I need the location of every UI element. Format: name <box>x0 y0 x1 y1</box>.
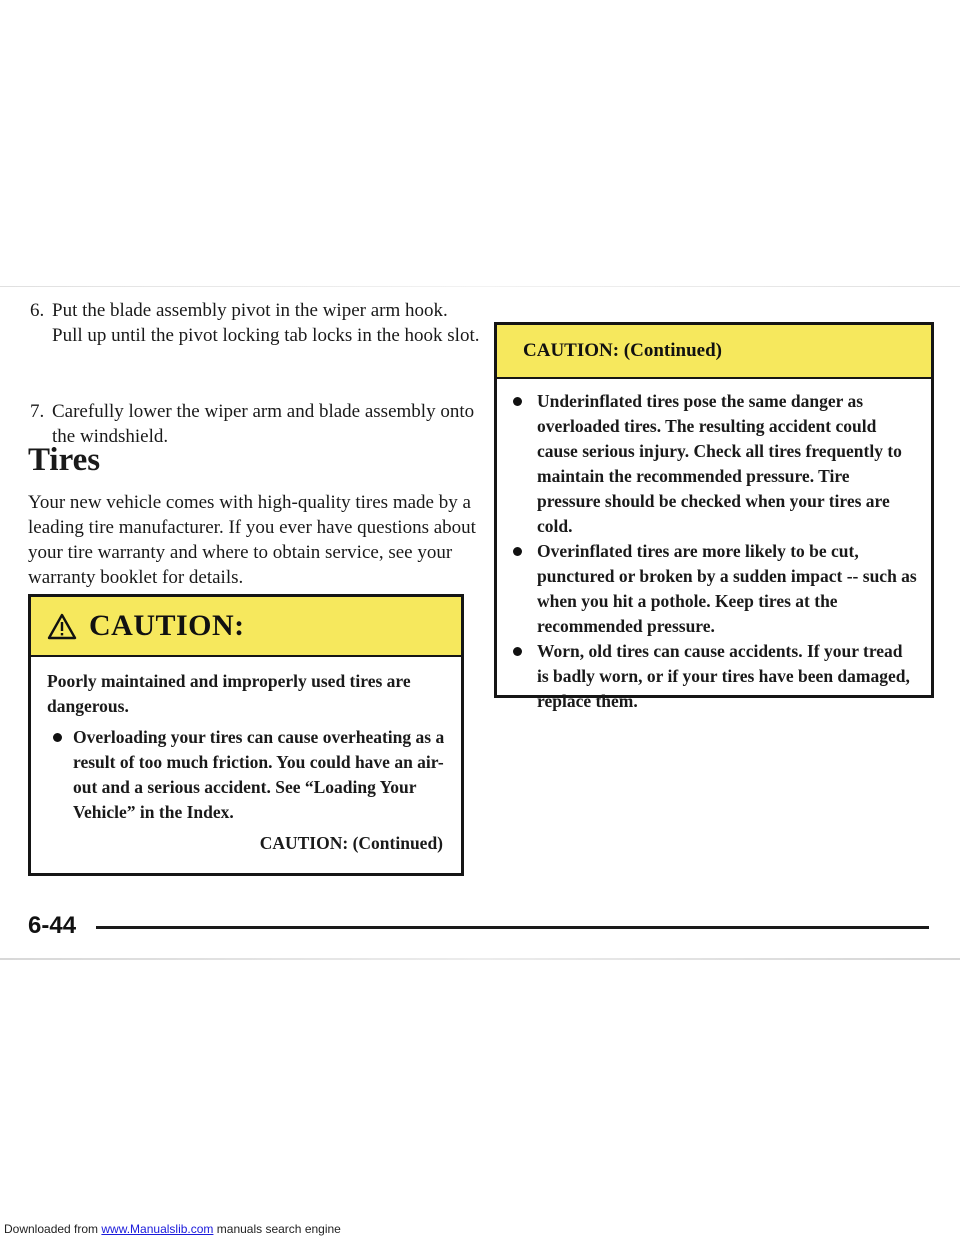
step-number: 7. <box>30 401 45 422</box>
watermark-suffix: manuals search engine <box>213 1222 341 1236</box>
page-number: 6-44 <box>28 912 77 939</box>
step-number: 6. <box>30 300 45 321</box>
step-text: Put the blade assembly pivot in the wiper arm hook. Pull up until the pivot locking tab locks in the hook slot. <box>52 300 480 346</box>
caution-body <box>31 657 461 856</box>
download-watermark <box>4 1222 341 1236</box>
watermark-prefix: Downloaded from <box>4 1222 102 1236</box>
caution-lead: Poorly maintained and improperly used tires are dangerous. <box>47 671 411 716</box>
footer-rule <box>96 926 929 929</box>
caution-body <box>497 379 931 714</box>
bullet-icon <box>53 733 62 742</box>
caution-bullet <box>507 539 917 639</box>
caution-bullet <box>507 639 917 714</box>
bullet-text: Overinflated tires are more likely to be cut, punctured or broken by a sudden impact -- such as when you hit a pothole. Keep tires at the recommended pressure. <box>537 541 917 636</box>
section-intro: Your new vehicle comes with high-quality tires made by a leading tire manufacturer. If you ever have questions about your tire warranty and where to obtain service, see your warranty booklet for details. <box>28 492 476 588</box>
caution-box <box>28 594 464 876</box>
bullet-icon <box>513 397 522 406</box>
section-heading: Tires <box>28 442 101 478</box>
caution-title: CAUTION: <box>89 609 245 642</box>
bottom-divider <box>0 958 960 960</box>
bullet-text: Underinflated tires pose the same danger as overloaded tires. The resulting accident could cause serious injury. Check all tires frequently to maintain the recommended pressure. Tire pressure should be checked when your tires are cold. <box>537 391 902 536</box>
caution-continued-box <box>494 322 934 711</box>
caution-bullet <box>47 725 447 825</box>
step-6 <box>30 298 480 348</box>
caution-continued-banner: CAUTION: (Continued) <box>497 325 931 379</box>
manualslib-link[interactable]: www.Manualslib.com <box>101 1222 214 1236</box>
bullet-icon <box>513 647 522 656</box>
top-divider <box>0 286 960 287</box>
step-text: Carefully lower the wiper arm and blade assembly onto the windshield. <box>52 401 475 447</box>
caution-continued-label: CAUTION: (Continued) <box>259 833 443 853</box>
caution-bullet <box>507 389 917 539</box>
caution-banner <box>31 597 461 657</box>
bullet-text: Overloading your tires can cause overheating as a result of too much friction. You could have an air-out and a serious accident. See “Loading Your Vehicle” in the Index. <box>73 727 445 822</box>
bullet-text: Worn, old tires can cause accidents. If your tread is badly worn, or if your tires have been damaged, replace them. <box>537 641 910 711</box>
bullet-icon <box>513 547 522 556</box>
warning-triangle-icon <box>47 613 77 640</box>
